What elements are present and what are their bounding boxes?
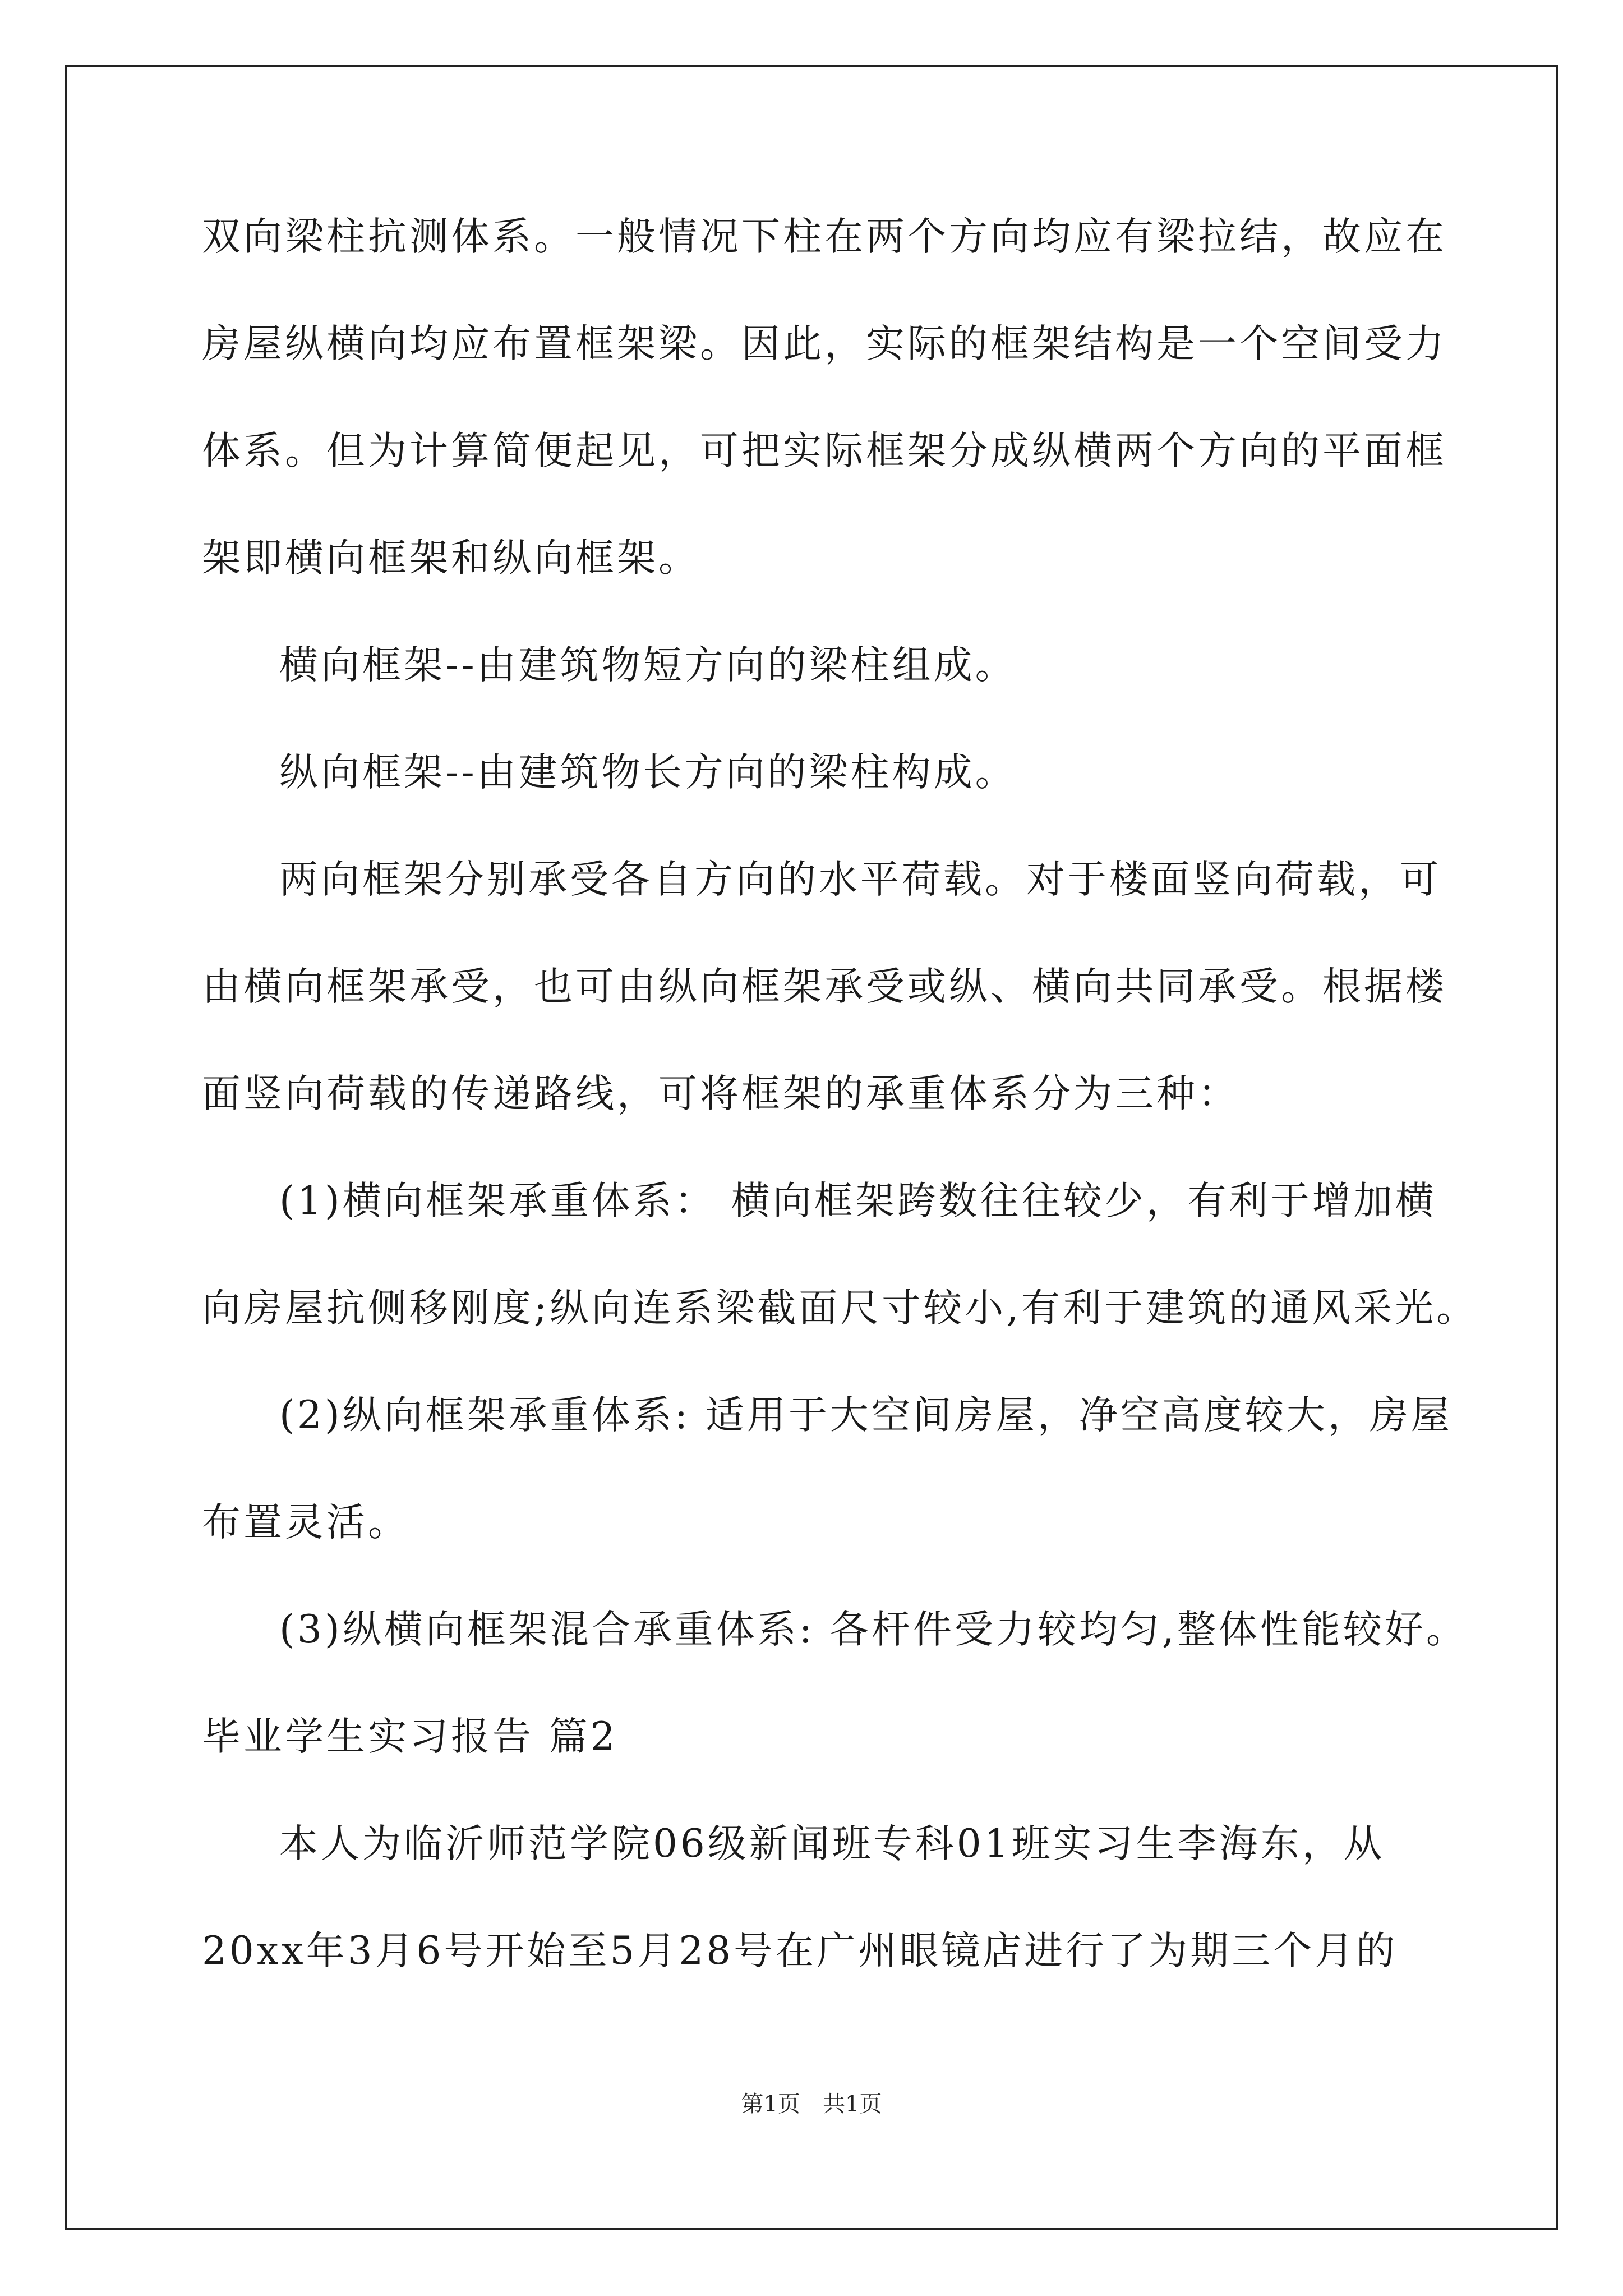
body-line: 面竖向荷载的传递路线，可将框架的承重体系分为三种： (202, 1071, 1239, 1116)
section-heading: 毕业学生实习报告 篇2 (202, 1714, 618, 1759)
page-border (65, 65, 1558, 2230)
body-line: 由横向框架承受，也可由纵向框架承受或纵、横向共同承受。根据楼 (202, 964, 1447, 1009)
body-line: 布置灵活。 (202, 1500, 409, 1545)
body-line: 双向梁柱抗测体系。一般情况下柱在两个方向均应有梁拉结，故应在 (202, 214, 1447, 259)
body-line: 横向框架--由建筑物短方向的梁柱组成。 (279, 643, 1017, 688)
body-line: 体系。但为计算简便起见，可把实际框架分成纵横两个方向的平面框 (202, 429, 1447, 473)
body-line: (1)横向框架承重体系： 横向框架跨数往往较少，有利于增加横 (279, 1179, 1437, 1223)
body-line: 架即横向框架和纵向框架。 (202, 536, 700, 581)
body-line: 本人为临沂师范学院06级新闻班专科01班实习生李海东，从 (279, 1821, 1385, 1866)
body-line: (2)纵向框架承重体系: 适用于大空间房屋，净空高度较大，房屋 (279, 1393, 1453, 1438)
body-line: 20xx年3月6号开始至5月28号在广州眼镜店进行了为期三个月的 (202, 1929, 1398, 1973)
page-number: 第1页 共1页 (741, 2091, 882, 2117)
body-line: 向房屋抗侧移刚度;纵向连系梁截面尺寸较小,有利于建筑的通风采光。 (202, 1286, 1478, 1331)
body-line: 两向框架分别承受各自方向的水平荷载。对于楼面竖向荷载，可 (279, 857, 1441, 902)
body-line: (3)纵横向框架混合承重体系: 各杆件受力较均匀,整体性能较好。 (279, 1607, 1468, 1652)
body-line: 房屋纵横向均应布置框架梁。因此，实际的框架结构是一个空间受力 (202, 321, 1447, 366)
body-line: 纵向框架--由建筑物长方向的梁柱构成。 (279, 750, 1017, 795)
